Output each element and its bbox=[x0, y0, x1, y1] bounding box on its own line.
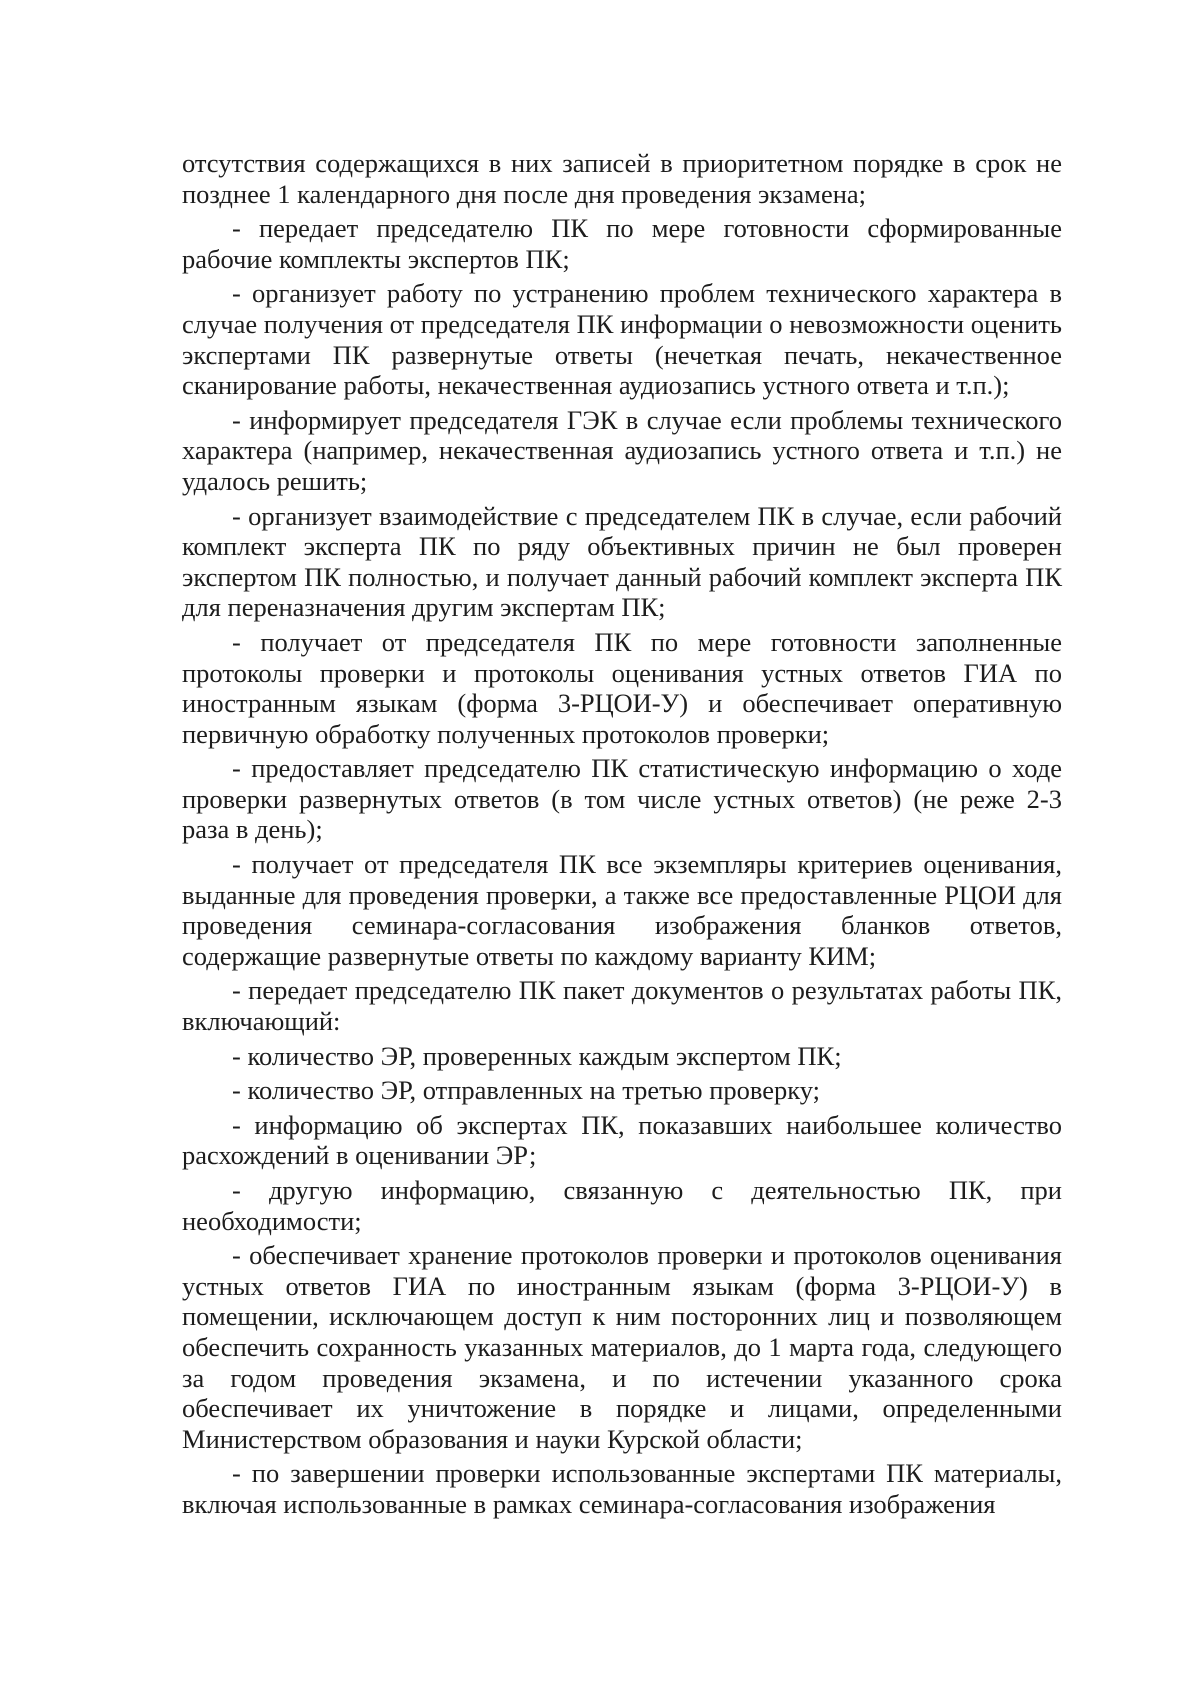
paragraph-inform-gek-chair: - информирует председателя ГЭК в случае если проблемы технического характера (например, некачественная аудиозапись устного ответа и т.п.) не удалось решить; bbox=[182, 404, 1062, 496]
paragraph-receive-criteria: - получает от председателя ПК все экземпляры критериев оценивания, выданные для проведения проверки, а также все предоставленные РЦОИ для проведения семинара-согласования изображения бланков ответов, содержащие развернутые ответы по каждому варианту КИМ; bbox=[182, 849, 1062, 971]
paragraph-reassignment: - организует взаимодействие с председателем ПК в случае, если рабочий комплект эксперта ПК по ряду объективных причин не был проверен экспертом ПК полностью, и получает данный рабочий комплект эксперта ПК для переназначения другим экспертам ПК; bbox=[182, 500, 1062, 623]
paragraph-receive-protocols: - получает от председателя ПК по мере готовности заполненные протоколы проверки и протоколы оценивания устных ответов ГИА по иностранным языкам (форма 3-РЦОИ-У) и обеспечивает оперативную первичную обработку полученных протоколов проверки; bbox=[182, 626, 1062, 749]
document-body bbox=[182, 148, 1062, 1524]
paragraph-package-item-checked: - количество ЭР, проверенных каждым экспертом ПК; bbox=[232, 1040, 842, 1071]
paragraph-document-package: - передает председателю ПК пакет документов о результатах работы ПК, включающий: bbox=[182, 975, 1062, 1037]
paragraph-transfer-work-sets: - передает председателю ПК по мере готовности сформированные рабочие комплекты экспертов ПК; bbox=[182, 213, 1062, 274]
paragraph-technical-problems: - организует работу по устранению проблем технического характера в случае получения от председателя ПК информации о невозможности оценить экспертами ПК развернутые ответы (нечеткая печать, некачественное сканирование работы, некачественная аудиозапись устного ответа и т.п.); bbox=[182, 278, 1062, 401]
paragraph-package-item-discrepancies: - информацию об экспертах ПК, показавших наибольшее количество расхождений в оценивании ЭР; bbox=[182, 1109, 1062, 1171]
paragraph-statistics: - предоставляет председателю ПК статистическую информацию о ходе проверки развернутых ответов (в том числе устных ответов) (не реже 2-3 раза в день); bbox=[182, 753, 1062, 845]
paragraph-materials-after-check: - по завершении проверки использованные экспертами ПК материалы, включая использованные в рамках семинара-согласования изображения bbox=[182, 1458, 1062, 1519]
paragraph-package-item-other: - другую информацию, связанную с деятельностью ПК, при необходимости; bbox=[182, 1175, 1062, 1236]
paragraph-package-item-third-check: - количество ЭР, отправленных на третью проверку; bbox=[232, 1075, 821, 1106]
paragraph-continuation: отсутствия содержащихся в них записей в приоритетном порядке в срок не позднее 1 календарного дня после дня проведения экзамена; bbox=[182, 148, 1062, 209]
paragraph-storage: - обеспечивает хранение протоколов проверки и протоколов оценивания устных ответов ГИА по иностранным языкам (форма 3-РЦОИ-У) в помещении, исключающем доступ к ним посторонних лиц и позволяющем обеспечить сохранность указанных материалов, до 1 марта года, следующего за годом проведения экзамена, и по истечении указанного срока обеспечивает их уничтожение в порядке и лицами, определенными Министерством образования и науки Курской области; bbox=[182, 1240, 1062, 1454]
